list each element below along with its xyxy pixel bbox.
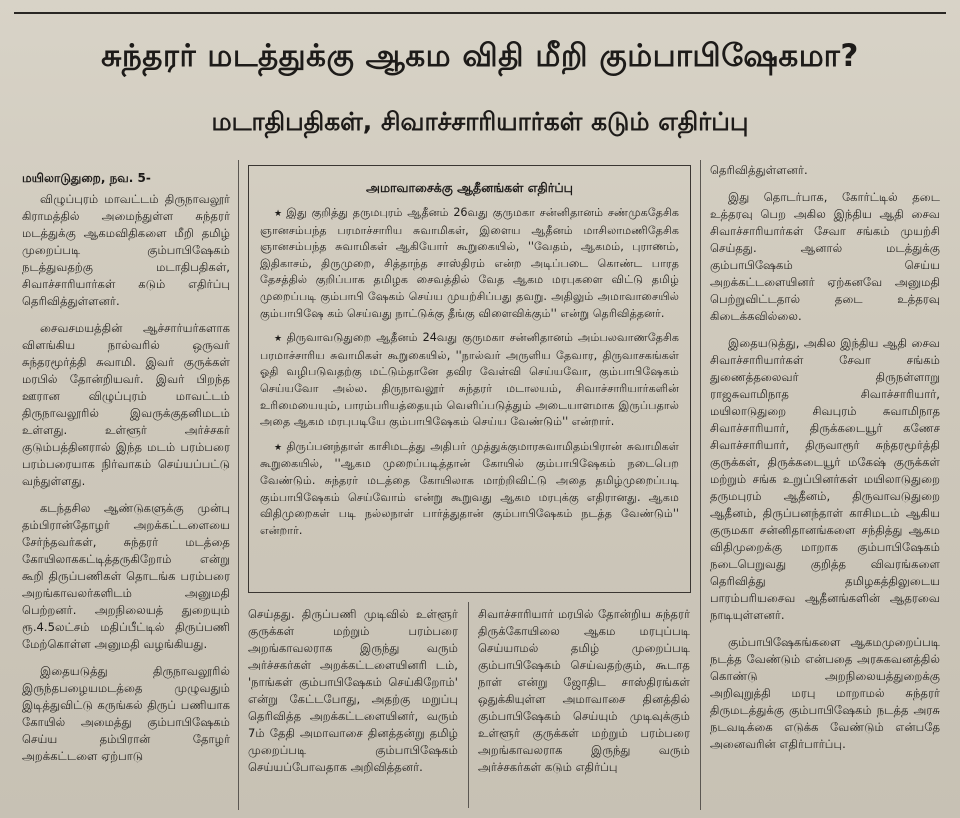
- sidebar-paragraph: [260, 330, 679, 431]
- column-divider: [468, 602, 469, 808]
- article-paragraph: விழுப்புரம் மாவட்டம் திருநாவலூர் கிராமத்தில் அமைந்துள்ள சுந்தரர் மடத்துக்கு ஆகமவிதிகளை மீறி தமிழ் முறைப்படி கும்பாபிஷேகம் நடத்துவதற்கு மடாதிபதிகள், சிவாச்சாரியார்கள் கடும் எதிர்ப்பு தெரிவித்துள்ளனர்.: [22, 192, 230, 308]
- column-2-bottom: [248, 606, 458, 786]
- star-icon: ★: [274, 442, 284, 453]
- sidebar-paragraph-text: இது குறித்து தருமபுரம் ஆதீனம் 26வது குருமகா சன்னிதானம் சண்முகதேசிக ஞானசம்பந்த பரமாச்சாரிய சுவாமிகள், இளைய ஆதீனம் மாசிலாமணிதேசிக ஞானசம்பந்த சுவாமிகள் ஆகியோர் கூறுகையில், ''வேதம், ஆகமம், புராணம், இதிகாசம், திருமுறை, சித்தாந்த சாஸ்திரம் என்ற அடிப்படை கொண்ட பாரத தேசத்தில் குறிப்பாக தமிழக சைவத்தில் வேத ஆகம மரபுகளை விட்டு தமிழ் முறைப்படி கும்பாபி ஷேகம் செய்ய முயற்சிப்பது தவறு. அதிலும் அமாவாசையில் கும்பாபிஷே கம் செய்வது நாட்டுக்கு தீங்கு விளைவிக்கும்'' என்று தெரிவித்தனர்.: [260, 206, 679, 320]
- article-paragraph: கும்பாபிஷேகங்களை ஆகமமுறைப்படி நடத்த வேண்டும் என்பதை அரசுகவனத்தில் கொண்டு அறநிலையத்துறைக்கு அறிவுறுத்தி மரபு மாறாமல் சுந்தரர் திருமடத்துக்கு கும்பாபிஷேகம் நடத்த அரசு நடவடிக்கை எடுக்க வேண்டும் என்பதே அனைவரின் எதிர்பார்ப்பு.: [710, 635, 940, 751]
- star-icon: ★: [274, 334, 284, 345]
- article-paragraph: சைவசமயத்தின் ஆச்சார்யர்களாக விளங்கிய நால்வரில் ஒருவர் சுந்தரமூர்த்தி சுவாமி. இவர் குருக்கள் மரபில் தோன்றியவர். இவர் பிறந்த ஊரான விழுப்புரம் மாவட்டம் திருநாவலூரில் இவருக்குதனிமடம் உள்ளது. உள்ளூர் அர்ச்சகர் குடும்பத்தினரால் இந்த மடம் பரம்பரை பரம்பரையாக நிர்வாகம் செய்யப்பட்டு வந்துள்ளது.: [22, 321, 230, 488]
- dateline: மயிலாடுதுறை, நவ. 5-: [22, 171, 151, 185]
- sidebar-box: [248, 165, 691, 593]
- article-paragraph: இதையடுத்து, அகில இந்திய ஆதி சைவ சிவாச்சாரியார்கள் சேவா சங்கம் துணைத்தலைவர் திருநள்ளாறு ராஜசுவாமிநாத சிவாச்சாரியார், மயிலாடுதுறை சிவபுரம் சுவாமிநாத சிவாச்சாரியார், திருக்கடையூர் கணேச சிவாச்சாரியார், திருவாரூர் சுந்தரமூர்த்தி குருக்கள், திருக்கடையூர் மகேஷ் குருக்கள் மற்றும் சங்க உறுப்பினர்கள் மயிலாடுதுறை தருமபுரம் ஆதீனம், திருவாவடுதுறை ஆதீனம், திருப்பனந்தாள் காசிமடம் ஆகிய குருமகா சன்னிதானங்களை சந்தித்து ஆகம விதிமுறைக்கு மாறாக கும்பாபிஷேகம் நடைபெறுவது குறித்த விவரங்களை தெரிவித்து தமிழகத்திலுடைய பாரம்பரியசைவ ஆதீனங்களின் ஆதரவை நாடியுள்ளனர்.: [710, 336, 940, 622]
- sidebar-paragraph: [260, 439, 679, 540]
- article-paragraph: கடந்தசில ஆண்டுகளுக்கு முன்பு தம்பிரான்தோழர் அறக்கட்டளையை சேர்ந்தவர்கள், சுந்தரர் மடத்தை கோயிலாககட்டித்தருகிறோம் என்று கூறி திருப்பணிகள் தொடங்க பரம்பரை அறங்காவலர்களிடம் அனுமதி பெற்றனர். அறநிலையத் துறையும் ரூ.4.5லட்சம் மதிப்பீட்டில் திருப்பணி மேற்கொள்ள அனுமதி வழங்கியது.: [22, 501, 230, 651]
- article-paragraph: தெரிவித்துள்ளனர்.: [710, 163, 808, 177]
- star-icon: ★: [274, 209, 284, 219]
- headline: சுந்தரர் மடத்துக்கு ஆகம விதி மீறி கும்பாபிஷேகமா?: [101, 38, 859, 74]
- column-4: [710, 162, 940, 763]
- article-paragraph: செய்தது. திருப்பணி முடிவில் உள்ளூர் குருக்கள் மற்றும் பரம்பரை அறங்காவலராக இருந்து வரும் அர்ச்சகர்கள் அறக்கட்டளையினரி டம், 'நாங்கள் கும்பாபிஷேகம் செய்கிறோம்' என்று கேட்டபோது, அதற்கு மறுப்பு தெரிவித்த அறக்கட்டளையினர், வரும் 7ம் தேதி அமாவாசை தினத்தன்று தமிழ் முறைப்படி கும்பாபிஷேகம் செய்யப்போவதாக அறிவித்தனர்.: [248, 607, 458, 774]
- subheadline: மடாதிபதிகள், சிவாச்சாரியார்கள் கடும் எதிர்ப்பு: [211, 107, 749, 136]
- sidebar-paragraph: [260, 205, 679, 322]
- column-divider: [238, 160, 239, 810]
- top-rule: [14, 12, 946, 14]
- column-divider: [700, 160, 701, 810]
- sidebar-paragraph-text: திருப்பனந்தாள் காசிமடத்து அதிபர் முத்துக்குமாரசுவாமிதம்பிரான் சுவாமிகள் கூறுகையில், ''ஆகம முறைப்படித்தான் கோயில் கும்பாபிஷேகம் நடைபெற வேண்டும். சுந்தரர் மடத்தை கோயிலாக மாற்றிவிட்டு அதை தமிழ்முறைப்படி கும்பாபிஷேகம் செய்வோம் என்று கூறுவது ஆகம மரபுக்கு எதிரானது. ஆகம விதிமுறைகள் படி நல்லநாள் பார்த்துதான் கும்பாபிஷேகம் நடத்த வேண்டும்'' என்றார்.: [260, 439, 679, 537]
- column-3-bottom: [478, 606, 690, 786]
- sidebar-title: அமாவாசைக்கு ஆதீனங்கள் எதிர்ப்பு: [366, 180, 573, 195]
- sidebar-paragraph-text: திருவாவடுதுறை ஆதீனம் 24வது குருமகா சன்னிதானம் அம்பலவாணதேசிக பரமாச்சாரிய சுவாமிகள் கூறுகையில், ''நால்வர் அருளிய தேவார, திருவாசகங்கள் ஓதி வழிபடுவதற்கு மட்டும்தானே தவிர வேள்வி செய்யவோ, கும்பாபிஷேகம் செய்யவோ அல்ல. திருநாவலூர் சுந்தரர் மடாலயம், சிவாச்சாரியார்களின் உரிமையையும், பாரம்பரியத்தையும் வெளிப்படுத்தும் அடையாளமாக இருப்பதால் அதை ஆகம மரபுபடியே கும்பாபிஷேகம் செய்ய வேண்டும்'' என்றார்.: [260, 331, 679, 429]
- column-1: [22, 170, 230, 775]
- article-paragraph: இது தொடர்பாக, கோர்ட்டில் தடை உத்தரவு பெற அகில இந்திய ஆதி சைவ சிவாச்சாரியார்கள் சேவா சங்கம் முயற்சி செய்தது. ஆனால் மடத்துக்கு கும்பாபிஷேகம் செய்ய அறக்கட்டளையினர் ஏற்கனவே அனுமதி பெற்றுவிட்டதால் தடை உத்தரவு கிடைக்கவில்லை.: [710, 190, 940, 323]
- article-paragraph: இதையடுத்து திருநாவலூரில் இருந்தபழையமடத்தை முழுவதும் இடித்துவிட்டு கருங்கல் திருப் பணியாக கோயில் அமைத்து கும்பாபிஷேகம் செய்ய தம்பிரான் தோழர் அறக்கட்டளை ஏற்பாடு: [22, 664, 230, 763]
- article-paragraph: சிவாச்சாரியார் மரபில் தோன்றிய சுந்தரர் திருக்கோயிலை ஆகம மரபுப்படி செய்யாமல் தமிழ் முறைப்படி கும்பாபிஷேகம் செய்வதற்கும், கூடாத நாள் என்று ஜோதிட சாஸ்திரங்கள் ஒதுக்கியுள்ள அமாவாசை தினத்தில் கும்பாபிஷேகம் செய்யும் முடிவுக்கும் உள்ளூர் குருக்கள் மற்றும் பரம்பரை அறங்காவலராக இருந்து வரும் அர்ச்சகர்கள் கடும் எதிர்ப்பு: [478, 607, 690, 774]
